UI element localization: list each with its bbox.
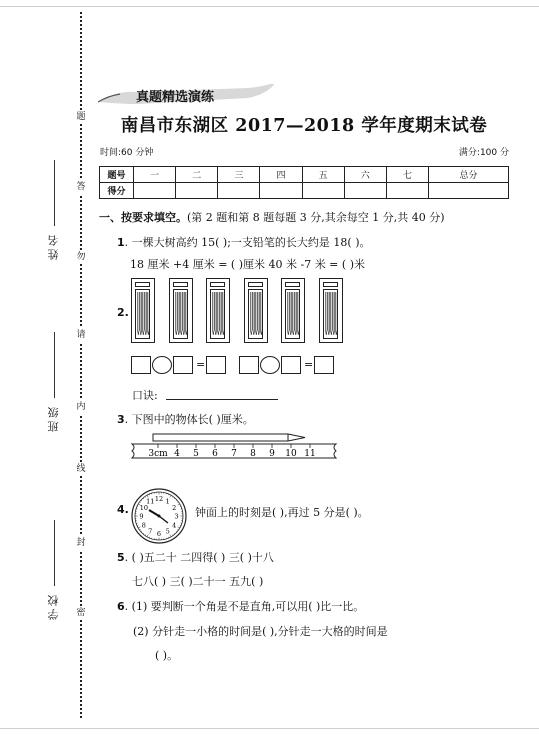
pencil-box-lid	[173, 282, 188, 287]
pencil-icon	[295, 292, 297, 335]
exam-title: 南昌市东湖区 2017—2018 学年度期末试卷	[120, 116, 488, 136]
pencil-icon	[290, 292, 292, 335]
score-input-cell[interactable]	[218, 183, 260, 199]
pencil-icon	[140, 292, 142, 335]
answer-box[interactable]	[239, 356, 259, 374]
pencil-icon	[175, 292, 177, 335]
school-field[interactable]	[44, 520, 64, 620]
operator-circle[interactable]	[260, 356, 280, 374]
pencil-icon	[183, 292, 185, 335]
ruler-tick-label: 11	[304, 449, 316, 459]
score-table-header: 题号	[100, 167, 134, 183]
score-table-cell: 六	[344, 167, 386, 183]
score-table	[99, 166, 509, 199]
pencil-icon	[138, 292, 140, 335]
pencil-box	[319, 278, 343, 343]
pencil-box-lid	[323, 282, 338, 287]
score-table-cell: 七	[386, 167, 428, 183]
answer-box[interactable]	[131, 356, 151, 374]
equals-sign: =	[304, 358, 314, 371]
clock-number: 7	[148, 527, 153, 536]
clock-number: 8	[141, 521, 146, 530]
class-blank[interactable]	[54, 332, 55, 398]
answer-box[interactable]	[206, 356, 226, 374]
formula-label: 口诀:	[132, 389, 158, 402]
pencil-box	[281, 278, 305, 343]
pencil-icon	[180, 292, 182, 335]
pencils-icon	[136, 290, 149, 338]
pencil-icon	[215, 292, 217, 335]
q1-line2: 18 厘米 +4 厘米 = ( )厘米 40 米 -7 米 = ( )米	[130, 258, 365, 271]
name-blank[interactable]	[54, 160, 55, 226]
pencil-box-inner	[135, 289, 150, 339]
pencil-icon	[250, 292, 252, 335]
pencil-icon	[220, 292, 222, 335]
pencil-icon	[288, 292, 290, 335]
ruler-tick-label: 3cm	[148, 449, 168, 459]
score-table-cell: 五	[302, 167, 344, 183]
seal-char: 请	[76, 330, 86, 340]
top-border	[0, 6, 539, 7]
ruler-tick-label: 5	[193, 449, 199, 459]
pencil-box	[244, 278, 268, 343]
pencil-icon	[330, 292, 332, 335]
pencil-icon	[213, 292, 215, 335]
pencil-box-inner	[173, 289, 188, 339]
q4-number-line: 4.	[117, 503, 129, 516]
formula-blank[interactable]	[166, 399, 278, 400]
pencil-icon	[178, 292, 180, 335]
clock-number: 1	[165, 497, 170, 506]
ruler-tick-label: 9	[269, 449, 275, 459]
pencils-icon	[211, 290, 224, 338]
score-input-cell[interactable]	[386, 183, 428, 199]
q6-line3: ( )。	[155, 649, 179, 662]
score-table-header: 得分	[100, 183, 134, 199]
q5-line1	[117, 549, 274, 565]
pencil-icon	[333, 292, 335, 335]
ruler-tick-label: 8	[250, 449, 256, 459]
clock-number: 5	[165, 527, 170, 536]
score-input-cell[interactable]	[302, 183, 344, 199]
pencil-box-inner	[323, 289, 338, 339]
pencil-icon	[253, 292, 255, 335]
ruler-tick-label: 6	[212, 449, 218, 459]
measured-object	[153, 434, 288, 441]
pencil-icon	[298, 292, 300, 335]
q1-line1	[117, 234, 371, 250]
pencil-icon	[185, 292, 187, 335]
ruler-figure	[130, 432, 340, 462]
pencil-box-lid	[135, 282, 150, 287]
operator-circle[interactable]	[152, 356, 172, 374]
class-label: 班级	[47, 404, 60, 432]
pencil-box	[169, 278, 193, 343]
pencil-box	[131, 278, 155, 343]
clock-number: 4	[172, 521, 177, 530]
q3-line	[117, 411, 254, 427]
score-table-cell: 四	[260, 167, 302, 183]
score-table-row	[100, 183, 509, 199]
section-1-title: 一、按要求填空。	[99, 211, 187, 224]
pencil-icon	[223, 292, 225, 335]
pencils-icon	[324, 290, 337, 338]
pencil-box-inner	[248, 289, 263, 339]
answer-box[interactable]	[281, 356, 301, 374]
answer-box[interactable]	[173, 356, 193, 374]
q3-number: 3	[117, 413, 125, 426]
seal-char: 勿	[76, 252, 86, 262]
pencil-icon	[143, 292, 145, 335]
ruler-tick-label: 4	[174, 449, 180, 459]
name-label: 姓名	[47, 232, 60, 260]
seal-char: 封	[76, 538, 86, 548]
clock-number: 10	[139, 503, 148, 512]
q6-number: 6	[117, 600, 125, 613]
bottom-border	[0, 728, 539, 729]
pencil-box	[206, 278, 230, 343]
score-table-cell: 三	[218, 167, 260, 183]
score-table-cell: 二	[176, 167, 218, 183]
q5-text1: . ( )五二十 二四得( ) 三( )十八	[124, 551, 274, 564]
school-blank[interactable]	[54, 520, 55, 586]
section-1-heading	[99, 209, 445, 225]
pencil-icon	[260, 292, 262, 335]
equals-sign: =	[196, 358, 206, 371]
pencil-box-lid	[285, 282, 300, 287]
q3-text: . 下图中的物体长( )厘米。	[124, 413, 254, 426]
pencil-box-lid	[210, 282, 225, 287]
time-limit: 时间:60 分钟	[100, 148, 154, 158]
ruler-tick-label: 7	[231, 449, 237, 459]
pencils-icon	[174, 290, 187, 338]
pencil-icon	[335, 292, 337, 335]
pencil-icon	[145, 292, 147, 335]
score-input-cell[interactable]	[428, 183, 508, 199]
answer-box[interactable]	[314, 356, 334, 374]
pencil-box-inner	[210, 289, 225, 339]
q5-number: 5	[117, 551, 125, 564]
q6-line2: (2) 分针走一小格的时间是( ),分针走一大格的时间是	[133, 625, 388, 638]
q4-number: 4	[117, 503, 125, 516]
score-table-cell: 总分	[428, 167, 508, 183]
q2-number-line: 2.	[117, 306, 129, 319]
clock-number: 6	[156, 530, 162, 538]
pencil-box-inner	[285, 289, 300, 339]
section-1-note: (第 2 题和第 8 题每题 3 分,其余每空 1 分,共 40 分)	[187, 211, 445, 224]
school-label: 学校	[47, 592, 60, 620]
seal-char: 线	[76, 464, 86, 474]
pencil-box-lid	[248, 282, 263, 287]
banner-text: 真题精选演练	[136, 90, 215, 105]
score-input-cell[interactable]	[260, 183, 302, 199]
score-table-row	[100, 167, 509, 183]
object-tip	[288, 434, 305, 441]
seal-char: 答	[76, 182, 86, 192]
score-input-cell[interactable]	[344, 183, 386, 199]
pencil-icon	[255, 292, 257, 335]
score-table-cell: 一	[134, 167, 176, 183]
q6-line1	[117, 598, 364, 614]
clock-number: 11	[146, 497, 155, 506]
clock-number: 2	[172, 503, 177, 512]
seal-char: 题	[76, 112, 86, 122]
pencil-icon	[148, 292, 150, 335]
q5-line2: 七八( ) 三( )二十一 五九( )	[132, 575, 264, 588]
q2-number: 2	[117, 306, 125, 319]
pencil-icon	[325, 292, 327, 335]
ruler-tick-label: 10	[285, 449, 297, 459]
pencil-icon	[258, 292, 260, 335]
q6-text1: . (1) 要判断一个角是不是直角,可以用( )比一比。	[124, 600, 365, 613]
clock-center	[158, 515, 161, 518]
pencils-icon	[249, 290, 262, 338]
pencil-icon	[293, 292, 295, 335]
clock-number: 12	[154, 495, 164, 503]
q4-text: 钟面上的时刻是( ),再过 5 分是( )。	[195, 506, 369, 519]
seal-char: 内	[76, 402, 86, 412]
clock-number: 3	[174, 512, 179, 521]
section-banner	[98, 84, 278, 106]
class-field[interactable]	[44, 332, 64, 432]
clock-face	[130, 487, 190, 545]
q1-text1: . 一棵大树高约 15( );一支铅笔的长大约是 18( )。	[124, 236, 371, 249]
pencil-icon	[328, 292, 330, 335]
clock-number: 9	[139, 512, 144, 521]
q1-number: 1	[117, 236, 125, 249]
pencils-icon	[286, 290, 299, 338]
pencil-icon	[218, 292, 220, 335]
name-field[interactable]	[44, 160, 64, 260]
score-input-cell[interactable]	[134, 183, 176, 199]
seal-char: 密	[76, 608, 86, 618]
score-input-cell[interactable]	[176, 183, 218, 199]
full-score: 满分:100 分	[458, 148, 509, 158]
